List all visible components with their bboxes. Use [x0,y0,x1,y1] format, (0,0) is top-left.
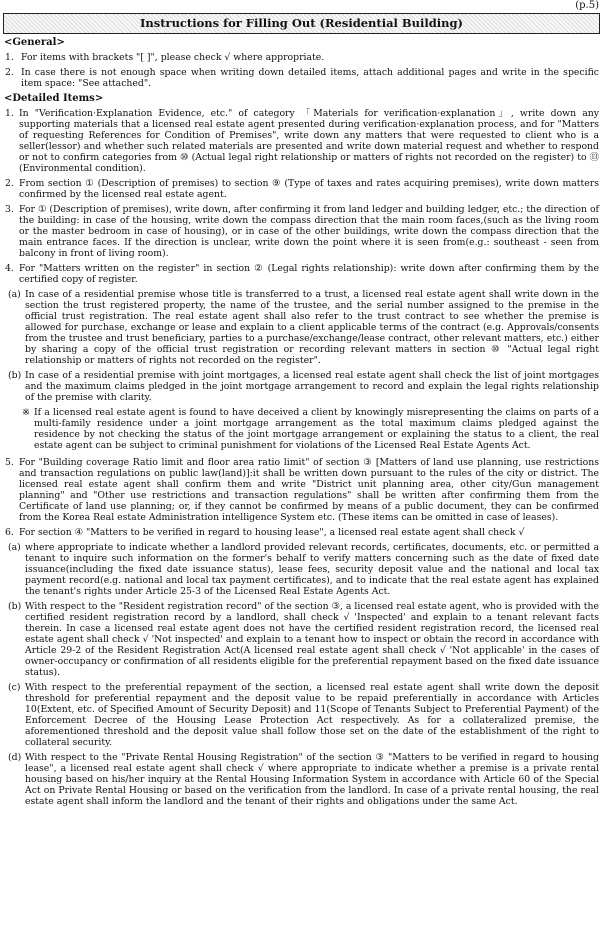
sub-text: In case of a residential premise with joint mortgages, a licensed real estate agent shall check the list of joint mortgages and the maximum claims pledged in the joint mortgage arrangement to record and explain the legal rights relationship of the premise with clarity. [25,370,599,403]
item-number: 6. [5,527,14,538]
general-item-1 [4,52,601,63]
item-text: For "Matters written on the register" in section ② (Legal rights relationship): write down after confirming them by the certified copy of register. [19,263,599,285]
title-bar [3,13,600,34]
item-number: 4. [5,263,14,274]
sub-text: With respect to the "Private Rental Housing Registration" of the section ③ "Matters to be verified in regard to housing lease", a licensed real estate agent shall check √ where appropriate to indicate whether a premise is a private rental housing based on his/her inquiry at the Rental Housing Information System in accordance with Article 60 of the Special Act on Private Rental Housing or based on the verification from the landlord. In case of a private rental housing, the real estate agent shall inform the landlord and the tenant of their rights and obligations under the same Act. [25,752,599,807]
item-number: 1. [5,108,14,119]
item-text: For items with brackets "[ ]", please check √ where appropriate. [21,52,325,63]
page-number: (p.5) [575,0,599,11]
item-text: From section ① (Description of premises) to section ⑨ (Type of taxes and rates acquiring premises), write down matters confirmed by the licensed real estate agent. [19,178,599,200]
item-text: For section ④ "Matters to be verified in regard to housing lease", a licensed real estate agent shall check √ [19,527,525,538]
detailed-item-6 [4,527,601,538]
item-4-sub-a [8,289,601,366]
detailed-heading: <Detailed Items> [4,93,104,104]
document-body [4,37,601,811]
item-number: 2. [5,178,14,189]
item-number: 1. [5,52,14,63]
item-6-sub-b [8,601,601,678]
sub-text: In case of a residential premise whose title is transferred to a trust, a licensed real estate agent shall write down in the section the trust registered property, the name of the trustee, and the serial number assigned to the premise in the official trust registration. The real estate agent shall also refer to the trust contract to see whether the premise is allowed for purchase, exchange or lease and explain to a client applicable terms of the contract (e.g. Approvals/consents from the trustee and trust beneficiary, parties to a purchase/exchange/lease contract, other relevant matters, etc.) either by sharing a copy of the official trust registration or recording relevant matters in section ⑩ "Actual legal right relationship or matters of rights not recorded on the register". [25,289,599,366]
item-number: 5. [5,457,14,468]
sub-text: where appropriate to indicate whether a landlord provided relevant records, certificates, documents, etc. or permitted a tenant to inquire such information on the former's behalf to verify matters concerning such as the date of fixed date issuance(including the fixed date issuance status), lease fees, security deposit value and the national and local tax payment record(e.g. national and local tax payment certificates), and to indicate that the real estate agent has explained the tenant's rights under Article 25-3 of the Licensed Real Estate Agents Act. [25,542,599,597]
note-text: If a licensed real estate agent is found to have deceived a client by knowingly misrepresenting the claims on parts of a multi-family residence under a joint mortgage arrangement as the total maximum claims pledged against the residence by not checking the status of the joint mortgage arrangement or explaining the status to a client, the real estate agent can be subject to criminal punishment for violations of the Licensed Real Estate Agents Act. [34,407,599,451]
item-6-sub-d [8,752,601,807]
general-item-2 [4,67,601,89]
detailed-item-2 [4,178,601,200]
detailed-item-3 [4,204,601,259]
sub-number: (c) [8,682,21,693]
item-text: For ① (Description of premises), write down, after confirming it from land ledger and building ledger, etc.; the direction of the building: in case of the housing, write down the compass direction that the main room faces,(such as the living room or the master bedroom in case of housing), or in case of the other buildings, write down the compass direction that the main entrance faces. If the direction is unclear, write down the point where it is seen from(e.g.: southeast - seen from balcony in front of living room). [19,204,599,259]
detailed-item-5 [4,457,601,523]
item-number: 2. [5,67,14,78]
item-number: 3. [5,204,14,215]
sub-number: (a) [8,542,21,553]
general-heading: <General> [4,37,65,48]
sub-number: (b) [8,370,22,381]
sub-text: With respect to the "Resident registration record" of the section ③, a licensed real estate agent, who is provided with the certified resident registration record by a landlord, shall check √ 'Inspected' and explain to a tenant relevant facts therein. In case a licensed real estate agent does not have the certified resident registration record, the licensed real estate agent shall check √ 'Not inspected' and explain to a tenant how to inspect or obtain the record in accordance with Article 29-2 of the Resident Registration Act(A licensed real estate agent shall check √ 'Not applicable' in the cases of owner-occupancy or confirmation of all residents eligible for the preferential repayment based on the fixed date issuance status). [25,601,599,678]
sub-text: With respect to the preferential repayment of the section, a licensed real estate agent shall write down the deposit threshold for preferential repayment and the deposit value to be repaid preferentially in accordance with Articles 10(Extent, etc. of Specified Amount of Security Deposit) and 11(Scope of Tenants Subject to Preferential Payment) of the Enforcement Decree of the Housing Lease Protection Act respectively. As for a collateralized premise, the aforementioned threshold and the deposit value shall follow those set on the date of the establishment of the right to collateral security. [25,682,599,748]
sub-number: (a) [8,289,21,300]
item-4-sub-b [8,370,601,403]
item-text: For "Building coverage Ratio limit and floor area ratio limit" of section ③ [Matters of land use planning, use restrictions and transaction regulations on public law(land)]:it shall be written down pursuant to the rules of the city or district. The licensed real estate agent shall confirm them and write "District unit planning area, other city/Gun management planning" and "Other use restrictions and transaction regulations" shall be written after confirming them from the Certificate of land use planning; or, if they cannot be confirmed by means of a public document, they can be confirmed from the Korea Real estate Administration intelligence System etc. (These items can be omitted in case of leases). [19,457,599,523]
detailed-item-1 [4,108,601,174]
sub-number: (b) [8,601,22,612]
sub-number: (d) [8,752,22,763]
item-6-sub-a [8,542,601,597]
page-title: Instructions for Filling Out (Residential Building) [139,16,463,30]
note-mark: ※ [22,407,30,418]
detailed-item-4 [4,263,601,285]
item-text: In case there is not enough space when writing down detailed items, attach additional pages and write in the specific item space: "See attached". [21,67,599,89]
item-6-sub-c [8,682,601,748]
warning-note [22,407,601,451]
item-text: In "Verification·Explanation Evidence, etc." of category 「Materials for verification·explanation」, write down any supporting materials that a licensed real estate agent presented during verification·explanation process, and for "Matters of requesting References for Condition of Premises", write down any matters that were requested to client who is a seller(lessor) and whether such related materials are presented and write down material request and whether to respond or not to confirm categories from ⑩ (Actual legal right relationship or matters of rights not recorded on the register) to ⑬ (Environmental condition). [19,108,599,174]
